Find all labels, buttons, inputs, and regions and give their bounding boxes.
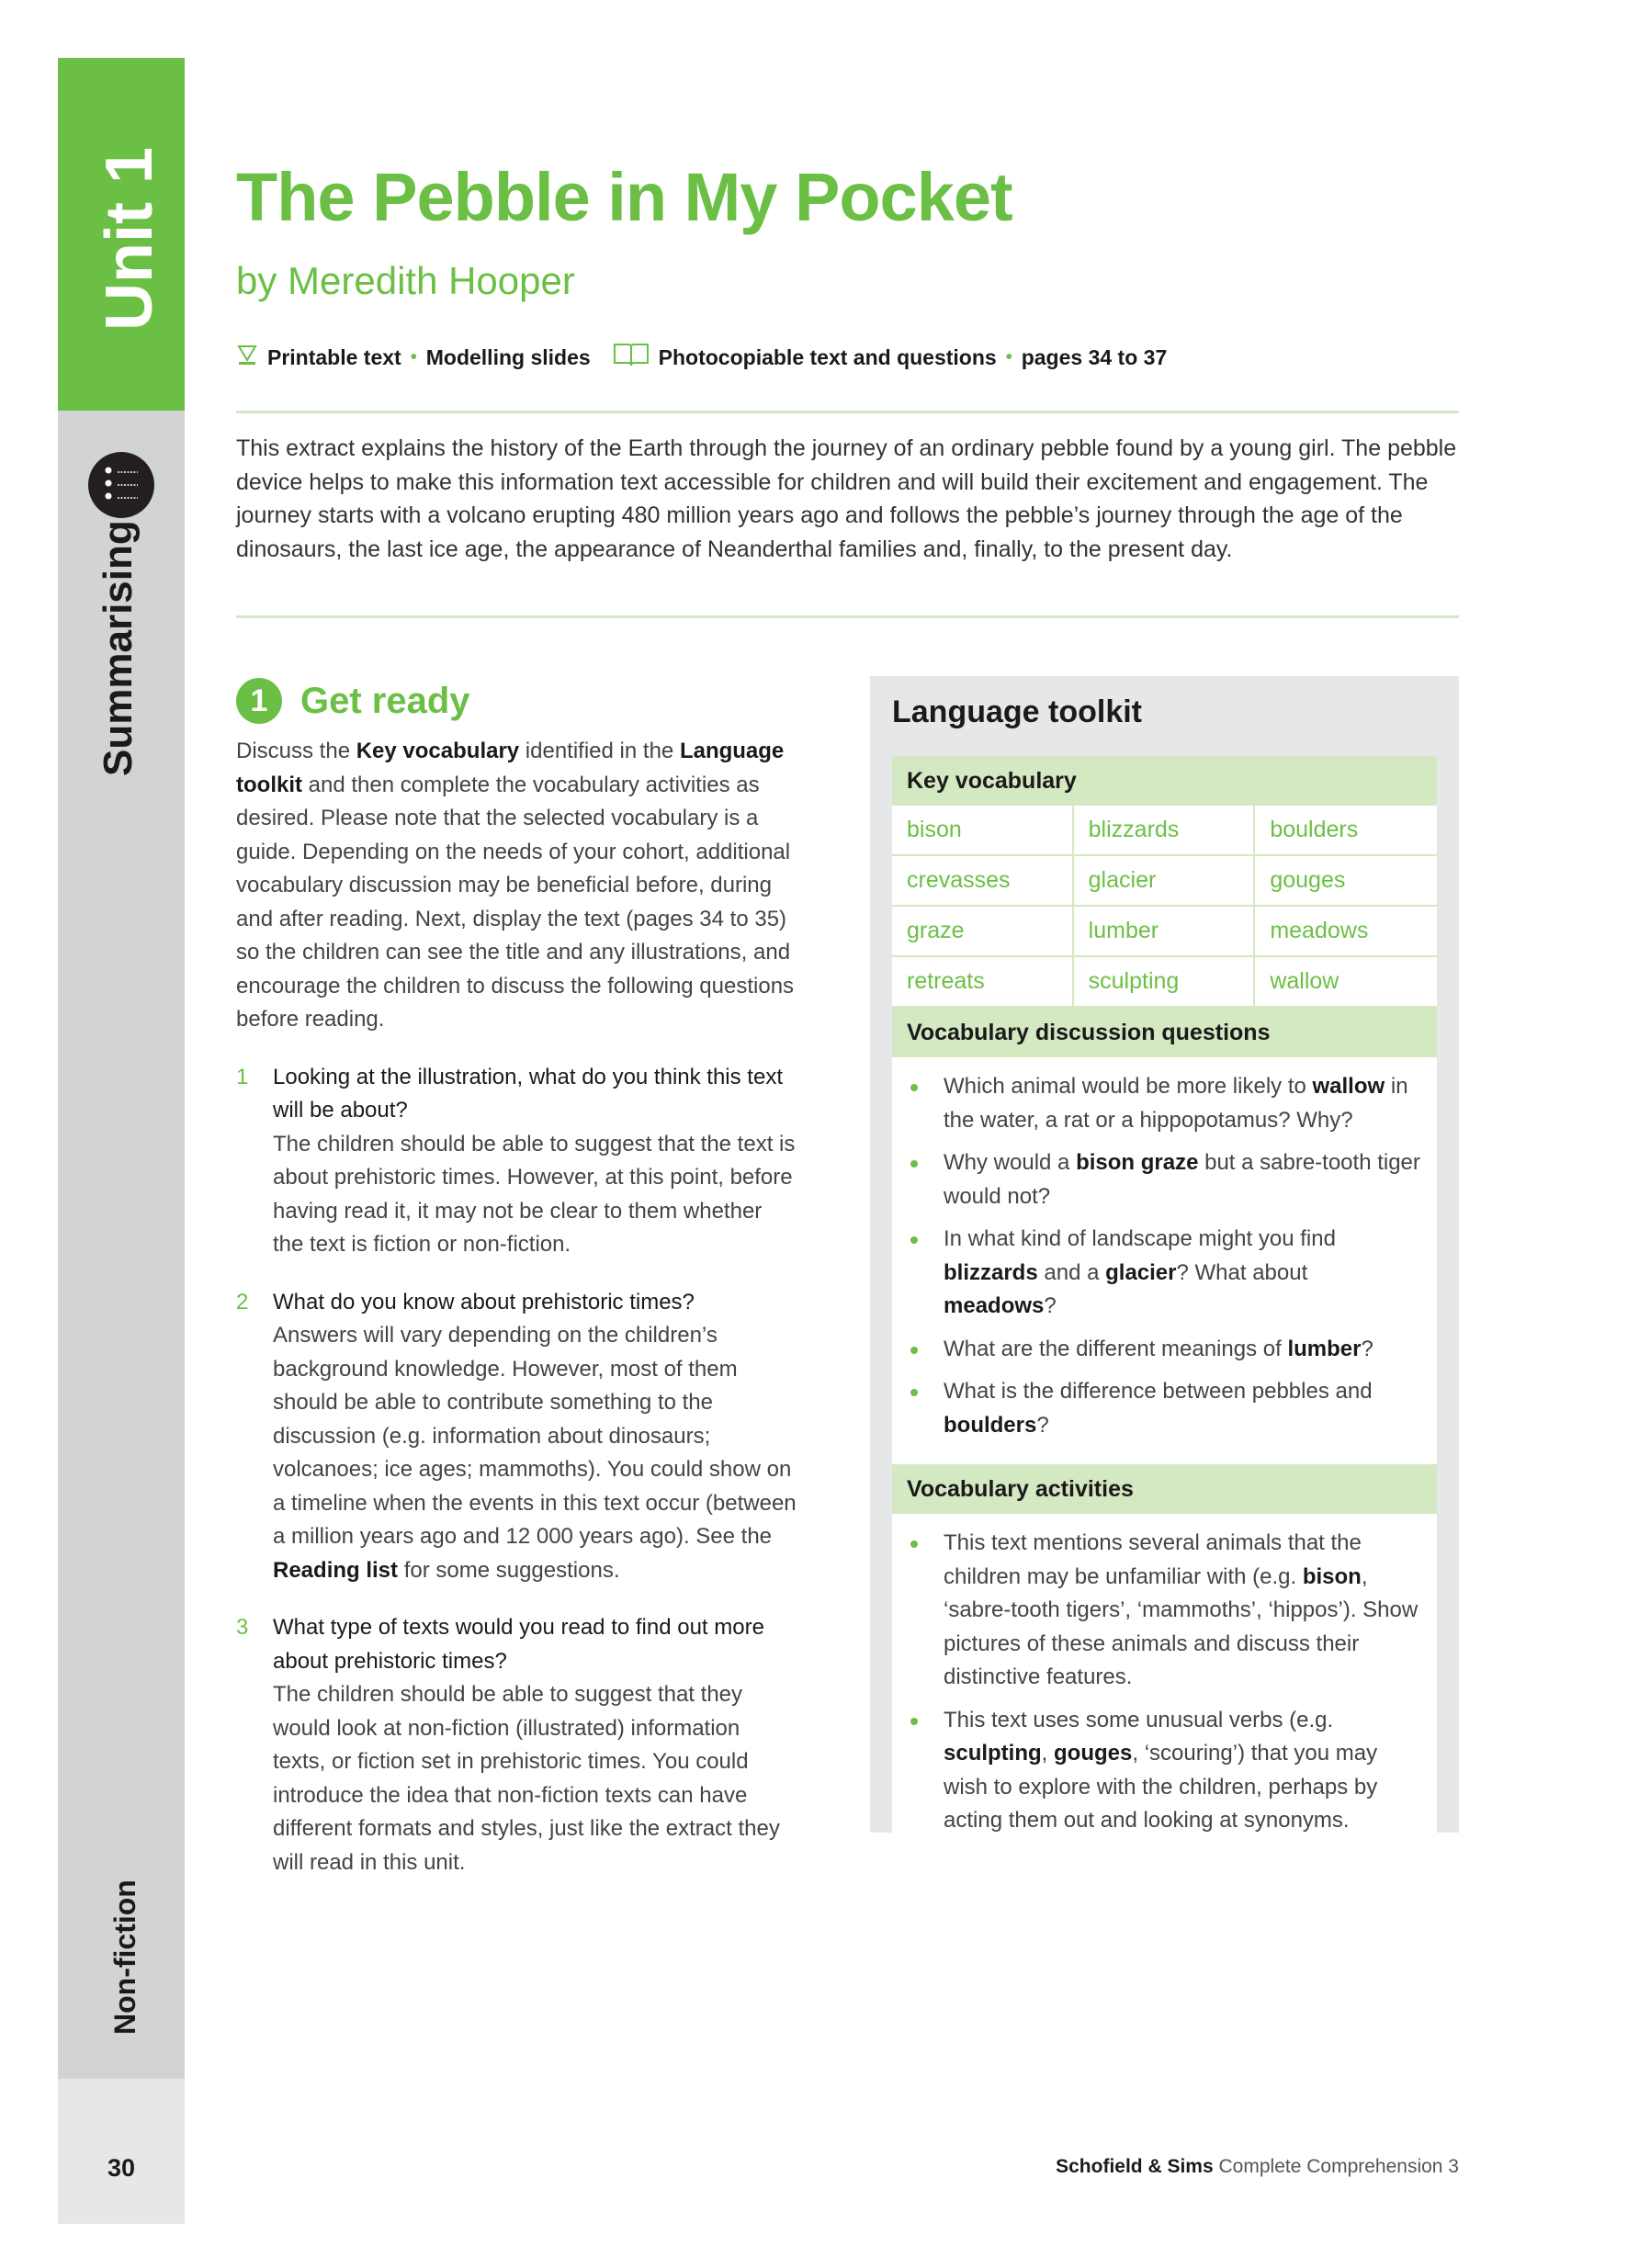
text-run: ? What about (1176, 1259, 1308, 1285)
bold-term: Key vocabulary (356, 739, 520, 763)
section-heading (236, 678, 470, 724)
intro-paragraph: This extract explains the history of the Earth through the journey of an ordinary pebble found by a young girl. The pebble device helps to make this information text accessible for children and will build their excitement and engagement. The journey starts with a volcano erupting 480 million years ago and follows the pebble’s journey through the age of the dinosaurs, the last ice age, the appearance of Neanderthal families and, finally, to the present day. (236, 435, 1457, 562)
vocab-word: gouges (1255, 856, 1437, 907)
section-title: Get ready (300, 680, 470, 721)
text-run: ? (1036, 1412, 1049, 1438)
skill-label: Summarising (96, 520, 141, 776)
footer-publisher: Schofield & Sims (1056, 2156, 1214, 2177)
resource-printable-text[interactable]: Printable text (267, 344, 401, 369)
text-run: identified in the (519, 739, 680, 763)
text-run: , (1041, 1741, 1055, 1766)
page-number-area (58, 2079, 185, 2224)
question-text: What do you know about prehistoric times? (273, 1289, 695, 1315)
bold-term: blizzards (944, 1259, 1038, 1285)
question-text: What type of texts would you read to find out more about prehistoric times? (273, 1615, 764, 1674)
vocab-word: retreats (892, 957, 1074, 1008)
vocab-word: crevasses (892, 856, 1074, 907)
bold-term: bison (1302, 1563, 1362, 1589)
page-number: 30 (107, 2154, 136, 2182)
text-run: Discuss the (236, 739, 356, 763)
text-run: Why would a (944, 1150, 1077, 1175)
bold-term: sculpting (944, 1741, 1042, 1766)
vocabulary-activity (907, 1527, 1422, 1695)
vocab-word: blizzards (1074, 806, 1256, 856)
bold-term: Reading list (273, 1557, 399, 1583)
toolkit-table (892, 756, 1437, 1860)
separator-dot: • (1005, 346, 1012, 367)
key-vocabulary-grid (892, 806, 1437, 1008)
bold-term: bison graze (1076, 1150, 1199, 1175)
resource-pages: pages 34 to 37 (1021, 344, 1168, 369)
vocab-word: graze (892, 907, 1074, 957)
question-item (236, 1286, 797, 1588)
download-icon (236, 344, 258, 371)
question-answer (273, 1678, 797, 1879)
divider (236, 411, 1459, 413)
discussion-question (907, 1070, 1422, 1137)
footer-series: Complete Comprehension 3 (1218, 2156, 1459, 2177)
question-item (236, 1611, 797, 1879)
text-run: What is the difference between pebbles and (944, 1379, 1373, 1404)
text-run: in the water, a rat or a hippopotamus? Why? (944, 1074, 1408, 1133)
resources-row (236, 342, 1167, 373)
text-run: ? (1361, 1336, 1373, 1361)
question-answer (273, 1319, 797, 1587)
bold-term: Language toolkit (236, 739, 785, 797)
language-toolkit-panel (870, 676, 1459, 1833)
section-number: 1 (236, 678, 282, 724)
question-number: 1 (236, 1064, 249, 1089)
discussion-question (907, 1375, 1422, 1442)
vocab-word: bison (892, 806, 1074, 856)
question-answer (273, 1128, 797, 1262)
get-ready-content (236, 735, 797, 1879)
text-run: , ‘sabre-tooth tigers’, ‘mammoths’, ‘hippos’). Show pictures of these animals and discuss their distinctive features. (944, 1563, 1419, 1689)
discussion-question (907, 1333, 1422, 1367)
discussion-list (892, 1057, 1437, 1464)
bold-term: meadows (944, 1293, 1045, 1318)
key-vocabulary-heading: Key vocabulary (892, 756, 1437, 806)
text-run: and then complete the vocabulary activities as desired. Please note that the selected vocabulary is a guide. Depending on the needs of your cohort, additional vocabulary discussion may be beneficial before, during and after reading. Next, display the text (pages 34 to 35) so the children can see the title and any illustrations, and encourage the children to discuss the following questions before reading. (236, 772, 795, 1032)
question-item (236, 1061, 797, 1262)
separator-dot: • (410, 346, 417, 367)
toolkit-title: Language toolkit (892, 694, 1142, 729)
text-run: for some suggestions. (398, 1557, 620, 1583)
footer (1056, 2156, 1459, 2178)
bold-term: boulders (944, 1412, 1037, 1438)
text-run: but a sabre-tooth tiger would not? (944, 1150, 1420, 1209)
bold-term: lumber (1287, 1336, 1362, 1361)
discussion-heading: Vocabulary discussion questions (892, 1008, 1437, 1057)
genre-label: Non-fiction (108, 1879, 141, 2035)
text-run: and a (1037, 1259, 1106, 1285)
vocabulary-activity (907, 1704, 1422, 1838)
text-run: Answers will vary depending on the children’s background knowledge. However, most of them should be able to contribute something to the discussion (e.g. information about dinosaurs; volcanoes; ice ages; mammoths). You could show on a timeline when the events in this text occur (between a million years ago and 12 000 years ago). See the (273, 1323, 797, 1549)
question-number: 3 (236, 1615, 249, 1640)
vocab-word: lumber (1074, 907, 1256, 957)
vocab-word: sculpting (1074, 957, 1256, 1008)
page-title: The Pebble in My Pocket (236, 159, 1012, 235)
divider (236, 615, 1459, 618)
bold-term: glacier (1105, 1259, 1177, 1285)
text-run: Which animal would be more likely to (944, 1074, 1313, 1099)
text-run: In what kind of landscape might you find (944, 1226, 1336, 1251)
discussion-question (907, 1223, 1422, 1324)
resource-photocopiable[interactable]: Photocopiable text and questions (658, 344, 997, 369)
text-run: , ‘scouring’) that you may wish to explore with the children, perhaps by acting them out and looking at synonyms. (944, 1741, 1378, 1833)
text-run: This text mentions several animals that the children may be unfamiliar with (e.g. (944, 1530, 1362, 1589)
discussion-question (907, 1146, 1422, 1213)
text-run: What are the different meanings of (944, 1336, 1288, 1361)
question-text: Looking at the illustration, what do you think this text will be about? (273, 1064, 783, 1123)
activities-list (892, 1514, 1437, 1860)
section-body (236, 735, 797, 1037)
vocab-word: boulders (1255, 806, 1437, 856)
vocab-word: glacier (1074, 856, 1256, 907)
vocab-word: wallow (1255, 957, 1437, 1008)
text-run: The children should be able to suggest that the text is about prehistoric times. However, at this point, before having read it, it may not be clear to them whether the text is fiction or non-fiction. (273, 1131, 796, 1257)
author-byline: by Meredith Hooper (236, 259, 575, 302)
bold-term: wallow (1312, 1074, 1385, 1099)
question-number: 2 (236, 1289, 249, 1315)
summarising-list-icon (88, 452, 154, 518)
resource-modelling-slides[interactable]: Modelling slides (425, 344, 591, 369)
text-run: This text uses some unusual verbs (e.g. (944, 1707, 1334, 1732)
text-run: ? (1044, 1293, 1057, 1318)
activities-heading: Vocabulary activities (892, 1464, 1437, 1514)
book-icon (613, 342, 650, 373)
unit-label: Unit 1 (93, 146, 166, 331)
bold-term: gouges (1054, 1741, 1133, 1766)
vocab-word: meadows (1255, 907, 1437, 957)
text-run: The children should be able to suggest that they would look at non-fiction (illustrated) information texts, or fiction set in prehistoric times. You could introduce the idea that non-fiction texts can have different formats and styles, just like the extract they will read in this unit. (273, 1682, 780, 1875)
